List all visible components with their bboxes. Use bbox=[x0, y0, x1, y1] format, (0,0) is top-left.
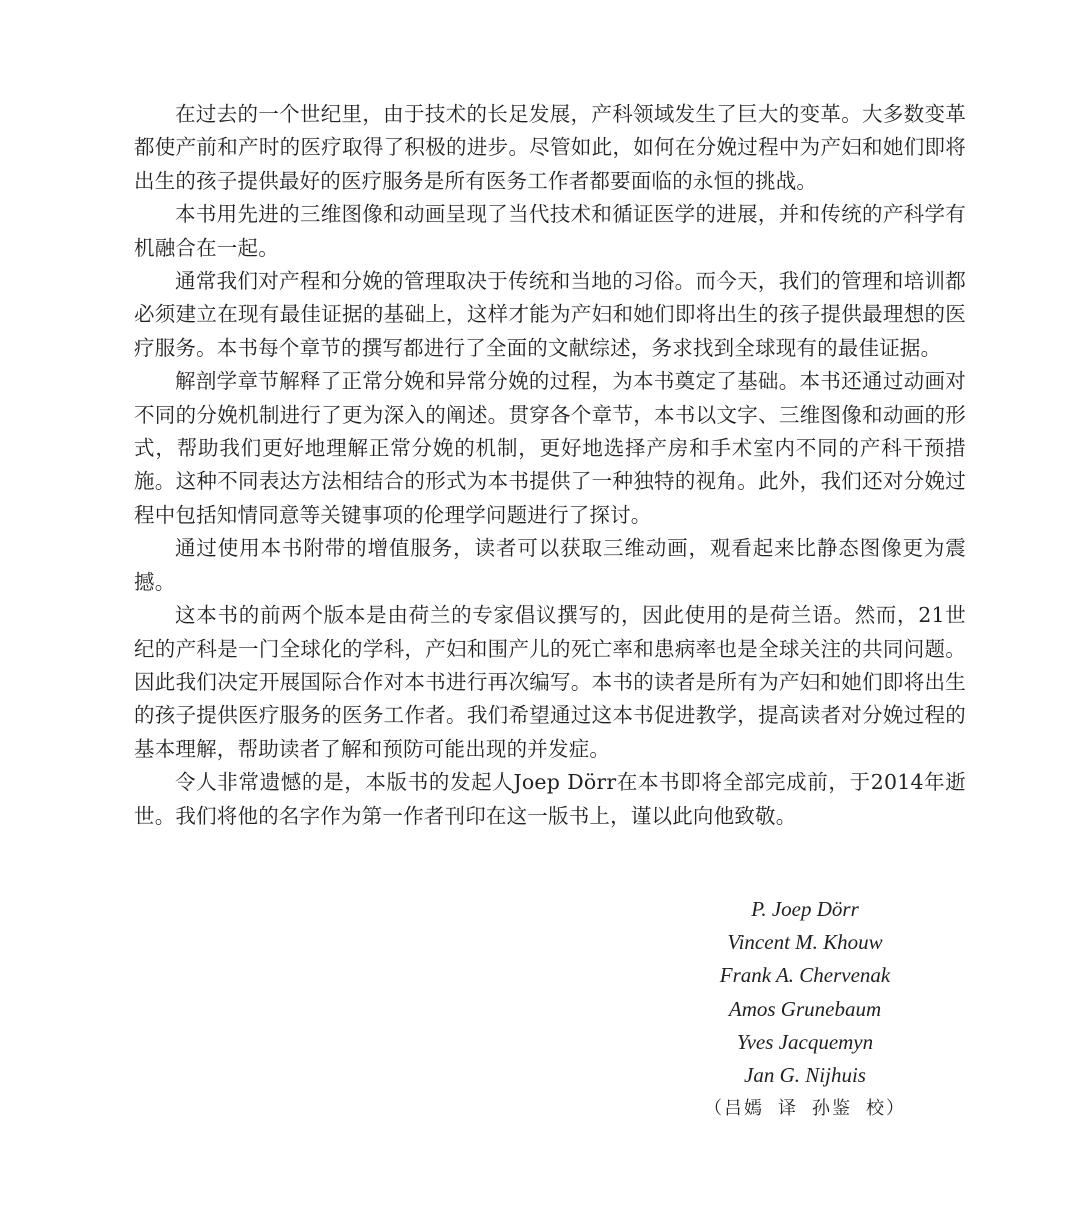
translator-name: 吕嫣 bbox=[724, 1098, 764, 1120]
paragraph-7: 令人非常遗憾的是，本版书的发起人Joep Dörr在本书即将全部完成前，于2014年逝世。我们将他的名字作为第一作者刊印在这一版书上，谨以此向他致敬。 bbox=[134, 770, 966, 828]
author-name: Jan G. Nijhuis bbox=[744, 1063, 866, 1088]
translation-credit bbox=[660, 1096, 950, 1122]
paragraph-5: 通过使用本书附带的增值服务，读者可以获取三维动画，观看起来比静态图像更为震撼。 bbox=[134, 536, 966, 594]
close-paren: ） bbox=[886, 1098, 906, 1120]
author-name: P. Joep Dörr bbox=[751, 897, 859, 921]
author-name: Vincent M. Khouw bbox=[727, 930, 883, 955]
author-name: Amos Grunebaum bbox=[728, 996, 882, 1021]
preface-body bbox=[134, 98, 966, 833]
author-name: Yves Jacquemyn bbox=[736, 1029, 874, 1054]
reviewer-name: 孙鉴 bbox=[812, 1098, 852, 1120]
translate-word: 译 bbox=[778, 1098, 798, 1120]
paragraph-4: 解剖学章节解释了正常分娩和异常分娩的过程，为本书奠定了基础。本书还通过动画对不同的分娩机制进行了更为深入的阐述。贯穿各个章节，本书以文字、三维图像和动画的形式，帮助我们更好地理解正常分娩的机制，更好地选择产房和手术室内不同的产科干预措施。这种不同表达方法相结合的形式为本书提供了一种独特的视角。此外，我们还对分娩过程中包括知情同意等关键事项的伦理学问题进行了探讨。 bbox=[134, 369, 966, 527]
open-paren: （ bbox=[704, 1098, 724, 1120]
paragraph-6: 这本书的前两个版本是由荷兰的专家倡议撰写的，因此使用的是荷兰语。然而，21世纪的产科是一门全球化的学科，产妇和围产儿的死亡率和患病率也是全球关注的共同问题。因此我们决定开展国际合作对本书进行再次编写。本书的读者是所有为产妇和她们即将出生的孩子提供医疗服务的医务工作者。我们希望通过这本书促进教学，提高读者对分娩过程的基本理解，帮助读者了解和预防可能出现的并发症。 bbox=[134, 603, 966, 761]
paragraph-1: 在过去的一个世纪里，由于技术的长足发展，产科领域发生了巨大的变革。大多数变革都使产前和产时的医疗取得了积极的进步。尽管如此，如何在分娩过程中为产妇和她们即将出生的孩子提供最好的医疗服务是所有医务工作者都要面临的永恒的挑战。 bbox=[134, 102, 966, 193]
paragraph-3: 通常我们对产程和分娩的管理取决于传统和当地的习俗。而今天，我们的管理和培训都必须建立在现有最佳证据的基础上，这样才能为产妇和她们即将出生的孩子提供最理想的医疗服务。本书每个章节的撰写都进行了全面的文献综述，务求找到全球现有的最佳证据。 bbox=[134, 269, 966, 360]
author-name: Frank A. Chervenak bbox=[719, 963, 891, 988]
paragraph-2: 本书用先进的三维图像和动画呈现了当代技术和循证医学的进展，并和传统的产科学有机融合在一起。 bbox=[134, 202, 966, 260]
review-word: 校 bbox=[866, 1098, 886, 1120]
author-signatures bbox=[660, 893, 950, 1122]
